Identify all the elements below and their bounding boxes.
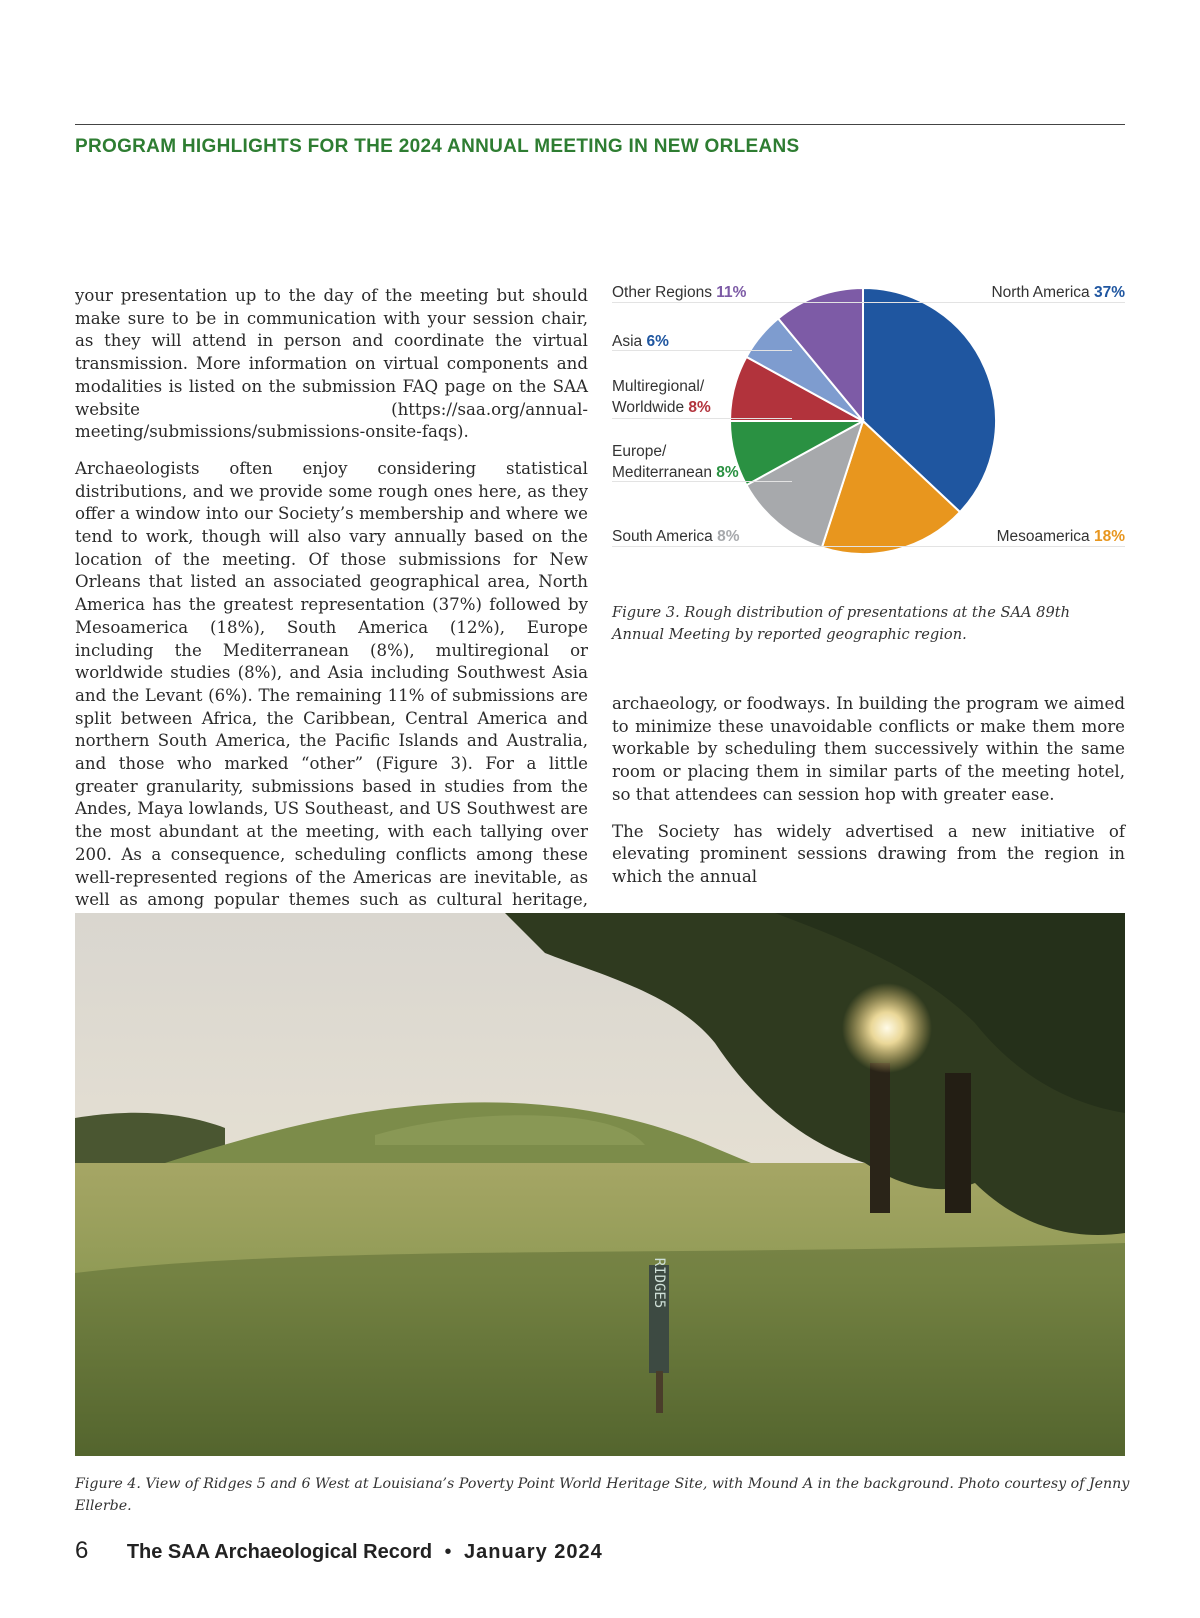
label-asia: Asia 6% [612,333,669,350]
label-europe: Europe/ Mediterranean 8% [612,443,739,481]
body-paragraph: your presentation up to the day of the meeting but should make sure to be in communication with your session chair, as they will attend in person and coordinate the virtual transmission. More information on virtual components and modalities is listed on the submission FAQ page on the SAA website (https://saa.org/annual-meeting/submissions/submissions-onsite-faqs). [75,286,588,442]
field-shadow [75,1243,1125,1456]
figure-3-pie-chart [612,284,1125,568]
sign-post-base [656,1371,663,1413]
landscape-illustration [75,913,1125,1456]
body-paragraph: Archaeologists often enjoy considering statistical distributions, and we provide some rough ones here, as they offer a window into our Society’s membership and where we tend to work, though will also vary annually based on the location of the meeting. Of those submissions for New Orleans that listed an associated geographical area, North America has the greatest representation (37%) followed by Mesoamerica (18%), South America (12%), Europe including the Mediterranean (8%), multiregional or worldwide studies (8%), and Asia including Southwest Asia and the Levant (6%). The remaining 11% of submissions are split between Africa, the Caribbean, Central America and northern South America, the Pacific Islands and Australia, and those who marked “other” (Figure 3). For a little greater granularity, submissions based in studies from the Andes, Maya lowlands, US Southeast, and US Southwest are the most abundant at the meeting, with each tallying over 200. As a consequence, scheduling conflicts among these well-represented regions of the Americas are inevitable, as well as among popular themes such as cultural heritage, [75,458,588,910]
sun [842,983,932,1073]
footer-bullet: • [444,1541,452,1563]
leader-line [612,418,792,419]
right-column [612,693,1125,903]
left-column [75,285,588,949]
figure-3-caption: Figure 3. Rough distribution of presentations at the SAA 89th Annual Meeting by reported geographic region. [612,604,1071,643]
issue-date: January 2024 [464,1541,603,1563]
body-paragraph: archaeology, or foodways. In building the program we aimed to minimize these unavoidable conflicts or make them more workable by scheduling them successively within the same room or placing them in similar parts of the meeting hotel, so that attendees can session hop with greater ease. [612,694,1125,804]
label-other-regions: Other Regions 11% [612,284,747,301]
label-mesoamerica: Mesoamerica 18% [996,528,1125,545]
figure-4-photo [75,913,1125,1456]
figure-4-caption: Figure 4. View of Ridges 5 and 6 West at Louisiana’s Poverty Point World Heritage Site, with Mound A in the background. Photo courtesy of Jenny Ellerbe. [75,1476,1130,1514]
page-number: 6 [75,1537,89,1564]
label-north-america: North America 37% [991,284,1125,301]
header-rule [75,124,1125,125]
publication-name: The SAA Archaeological Record [126,1541,433,1563]
label-multiregional: Multiregional/ Worldwide 8% [612,378,711,416]
page-footer [75,1537,603,1565]
tree-trunk [870,1063,890,1213]
label-south-america: South America 8% [612,528,740,545]
tree-trunk [945,1073,971,1213]
section-header: PROGRAM HIGHLIGHTS FOR THE 2024 ANNUAL MEETING IN NEW ORLEANS [75,136,800,157]
sign-text: RIDGE5 [651,1257,667,1309]
body-paragraph: The Society has widely advertised a new initiative of elevating prominent sessions drawing from the region in which the annual [612,821,1125,886]
